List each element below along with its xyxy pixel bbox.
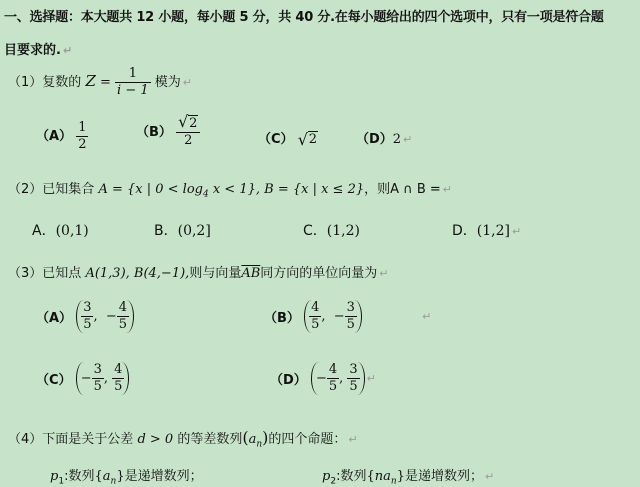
prop-label: p — [50, 469, 59, 484]
sequence: a — [248, 432, 257, 447]
denominator: 5 — [328, 379, 338, 394]
option-a[interactable] — [32, 220, 89, 240]
paragraph-mark: ↵ — [366, 372, 376, 385]
option-d[interactable] — [270, 362, 376, 395]
numerator — [176, 112, 200, 132]
proposition-p2 — [322, 465, 494, 487]
denominator: 5 — [349, 379, 358, 394]
sign: − — [80, 371, 92, 386]
vector-parens: − $\frac{4}{5}$ , $\frac{3}{5}$ — [311, 362, 365, 395]
fraction — [309, 300, 321, 333]
math-eq: = — [95, 75, 116, 90]
option-label: D． — [452, 223, 477, 239]
numerator: 4 — [328, 362, 338, 377]
question-text: 同方向的单位向量为 — [260, 266, 378, 281]
option-d[interactable] — [356, 128, 412, 147]
option-label: （D） — [356, 132, 393, 147]
math-var: Z — [85, 72, 96, 90]
colon: : — [64, 469, 69, 484]
option-label: C． — [303, 223, 327, 239]
option-label: （C） — [258, 132, 294, 147]
subscript: n — [256, 439, 263, 450]
subscript: n — [390, 476, 397, 487]
numerator: 3 — [83, 300, 92, 315]
vector-parens: − $\frac{3}{5}$ , $\frac{4}{5}$ — [76, 362, 130, 395]
question-1-stem — [8, 66, 192, 99]
brace-left: { — [366, 469, 375, 484]
brace-left: { — [94, 469, 103, 484]
paragraph-mark: ↵ — [442, 183, 452, 196]
paragraph-mark: ↵ — [511, 225, 522, 238]
prop-text: 数列 — [68, 469, 95, 484]
paragraph-mark: ↵ — [182, 76, 193, 89]
question-text: 已知点 — [42, 266, 82, 281]
option-value: (0,1) — [55, 223, 89, 239]
denominator: 5 — [83, 317, 92, 332]
numerator: 4 — [118, 300, 128, 315]
prop-label: p — [322, 469, 331, 484]
question-text: 下面是关于公差 — [42, 432, 134, 447]
question-number: （4） — [8, 432, 43, 447]
option-a[interactable] — [36, 300, 134, 333]
proposition-p1 — [50, 465, 203, 487]
option-label: （C） — [36, 373, 72, 388]
question-number: （2） — [8, 182, 43, 197]
subscript: 1 — [58, 476, 65, 487]
fraction — [176, 112, 200, 149]
option-label: （B） — [264, 311, 300, 326]
paragraph-mark: ↵ — [348, 433, 358, 446]
numerator: 3 — [93, 362, 102, 377]
radicand: 2 — [189, 116, 198, 131]
question-text: 的四个命题： — [268, 432, 347, 447]
option-label: （B） — [136, 125, 172, 140]
section-heading-line-2 — [4, 39, 72, 58]
vector-parens: $\frac{4}{5}$ , − $\frac{3}{5}$ — [304, 300, 362, 333]
option-value: 2 — [392, 132, 402, 147]
log-base: 4 — [202, 189, 209, 200]
points: A(1,3), B(4,−1), — [85, 266, 190, 281]
question-number: （3） — [8, 266, 43, 281]
question-text: 已知集合 — [42, 182, 95, 197]
section-heading-text: 目要求的. — [4, 43, 61, 58]
option-b[interactable] — [264, 300, 431, 333]
option-value: (1,2] — [476, 223, 510, 239]
sign: − — [315, 371, 327, 386]
set-a-start: A = {x | 0 < log — [98, 182, 203, 197]
paragraph-mark: ↵ — [403, 133, 413, 146]
fraction — [115, 66, 151, 99]
paragraph-mark: ↵ — [62, 44, 73, 57]
fraction — [112, 362, 124, 395]
fraction — [117, 300, 129, 333]
denominator: 5 — [311, 317, 320, 332]
colon: : — [336, 469, 341, 484]
brace-right: } — [396, 469, 405, 484]
question-text: ，则A ∩ B = — [364, 182, 441, 197]
fraction — [76, 120, 88, 153]
set-a-end: x < 1} — [208, 182, 256, 197]
denominator: 5 — [346, 317, 355, 332]
paragraph-mark: ↵ — [422, 310, 432, 323]
vector-parens: $\frac{3}{5}$ , − $\frac{4}{5}$ — [76, 300, 134, 333]
fraction — [81, 300, 93, 333]
fraction — [345, 300, 357, 333]
numerator: 3 — [349, 362, 358, 377]
section-heading-line-1: 一、选择题：本大题共 12 小题，每小题 5 分，共 40 分.在每小题给出的四个选项中，只有一项是符合题 — [4, 10, 604, 25]
option-value: (0,2] — [177, 223, 211, 239]
subscript: n — [110, 476, 117, 487]
question-text: 模为 — [154, 75, 181, 90]
option-b[interactable] — [154, 220, 211, 240]
sqrt-expression — [178, 112, 198, 132]
question-text: 复数的 — [42, 75, 82, 90]
condition: d > 0 — [137, 432, 174, 447]
option-label: （A） — [36, 311, 73, 326]
paragraph-mark: ↵ — [379, 267, 389, 280]
question-3-stem — [8, 262, 389, 281]
numerator: 4 — [311, 300, 320, 315]
radical-sign: √ — [178, 112, 189, 131]
numerator: 4 — [114, 362, 123, 377]
question-2-stem — [8, 178, 452, 200]
denominator: 5 — [93, 379, 102, 394]
paragraph-mark: ↵ — [484, 470, 495, 483]
sequence: a — [102, 469, 111, 484]
option-label: （D） — [270, 373, 307, 388]
prop-text: 是递增数列； — [404, 469, 483, 484]
fraction — [347, 362, 359, 395]
option-d[interactable] — [452, 220, 521, 240]
option-label: A． — [32, 223, 56, 239]
sqrt-expression — [298, 132, 318, 147]
question-4-stem — [8, 428, 358, 450]
denominator: 5 — [114, 379, 123, 394]
numerator: 1 — [128, 66, 137, 81]
fraction — [92, 362, 104, 395]
option-value: (1,2) — [326, 223, 360, 239]
denominator: 2 — [176, 132, 200, 149]
paren-right: ) — [262, 428, 269, 447]
sign: − — [333, 309, 345, 324]
option-c[interactable] — [36, 362, 129, 395]
denominator: i − 1 — [117, 83, 149, 98]
denominator: 2 — [78, 137, 87, 152]
radicand: 2 — [308, 132, 317, 147]
question-text: 则与向量 — [189, 266, 242, 281]
radical-sign: √ — [297, 130, 308, 149]
option-c[interactable] — [303, 220, 360, 240]
sequence: na — [374, 469, 391, 484]
option-label: （A） — [36, 129, 73, 144]
numerator: 1 — [78, 120, 87, 135]
question-number: （1） — [8, 75, 43, 90]
option-c[interactable] — [258, 128, 318, 147]
option-a[interactable] — [36, 120, 88, 153]
question-text: 的等差数列 — [177, 432, 243, 447]
option-label: B． — [154, 223, 178, 239]
option-b[interactable] — [136, 112, 200, 149]
fraction — [327, 362, 339, 395]
denominator: 5 — [118, 317, 128, 332]
set-b: , B = {x | x ≤ 2} — [255, 182, 365, 197]
numerator: 3 — [346, 300, 355, 315]
set-a — [98, 182, 256, 200]
prop-text: 是递增数列； — [124, 469, 203, 484]
prop-text: 数列 — [340, 469, 367, 484]
paren-left: ( — [242, 428, 249, 447]
vector-ab: $\overline{AB}$ — [241, 266, 261, 281]
brace-right: } — [116, 469, 125, 484]
sign: − — [105, 309, 117, 324]
subscript: 2 — [330, 476, 337, 487]
